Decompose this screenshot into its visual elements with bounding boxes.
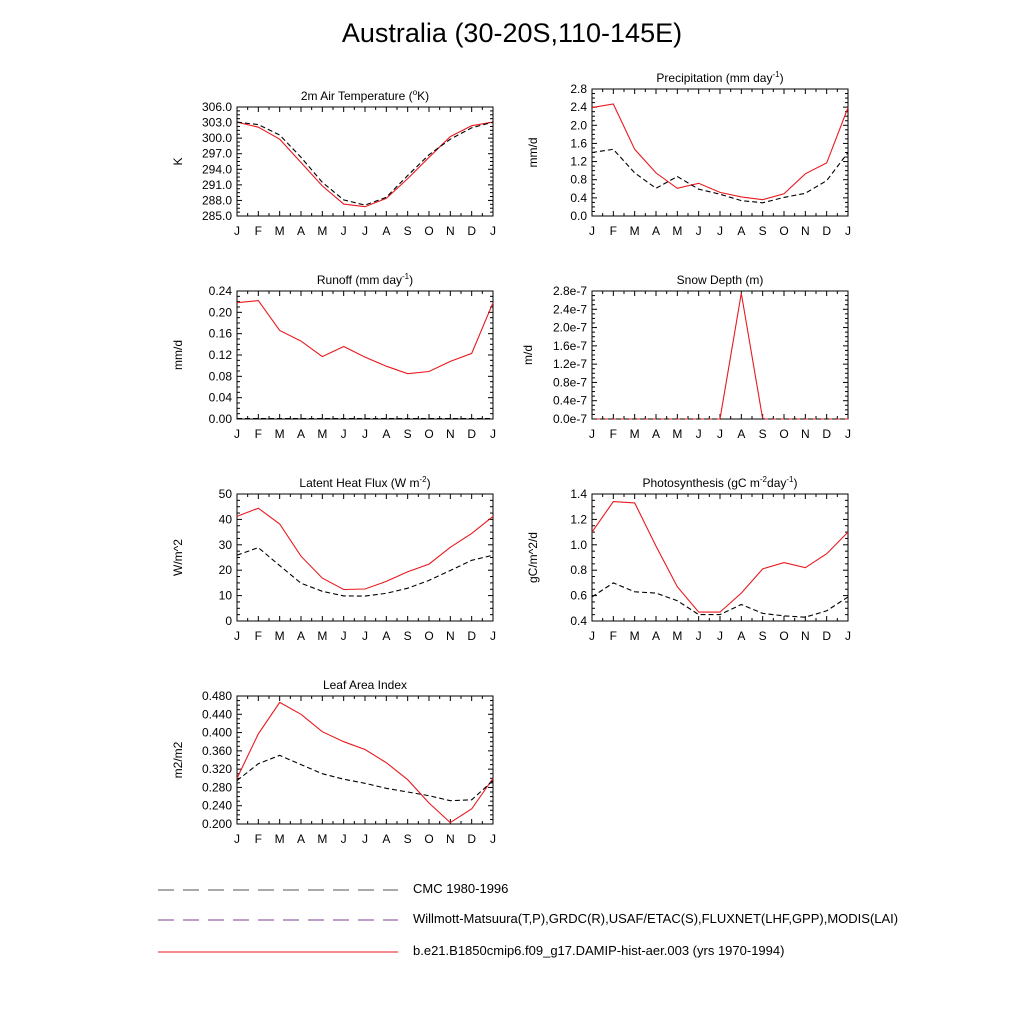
y-tick-label: 0.08 [208, 369, 232, 384]
x-tick-label: A [737, 427, 746, 441]
plot-frame [237, 107, 493, 216]
x-tick-label: F [609, 629, 618, 643]
panel-title-part: Snow Depth (m) [676, 273, 764, 287]
plot-frame [592, 494, 848, 621]
y-axis-label: mm/d [526, 137, 540, 168]
x-tick-label: J [490, 224, 496, 238]
x-tick-label: N [445, 427, 455, 441]
panel-title-part: -1 [786, 475, 794, 484]
model-series-line [237, 122, 493, 207]
x-tick-label: M [672, 224, 683, 238]
panel-title-part: Latent Heat Flux (W m [299, 476, 420, 490]
y-tick-label: 0.4 [570, 190, 587, 205]
y-tick-label: 0.240 [201, 798, 232, 813]
x-tick-label: S [403, 832, 412, 846]
x-tick-label: M [629, 629, 640, 643]
x-tick-label: A [296, 427, 306, 441]
y-axis-label: m2/m2 [171, 741, 185, 779]
y-tick-label: 0.6 [570, 588, 587, 603]
x-tick-label: O [424, 629, 434, 643]
panel-title-part: ) [793, 476, 798, 490]
x-tick-label: A [382, 832, 391, 846]
panel-2 [526, 70, 851, 238]
x-tick-label: M [317, 427, 328, 441]
y-tick-label: 0.0 [570, 209, 587, 223]
y-tick-label: 0.00 [208, 412, 232, 426]
x-tick-label: J [717, 224, 723, 238]
page-title: Australia (30-20S,110-145E) [341, 18, 683, 48]
x-tick-label: F [254, 629, 263, 643]
x-tick-label: A [651, 224, 661, 238]
y-tick-label: 2.4 [570, 100, 587, 115]
y-tick-label: 0.24 [208, 284, 232, 298]
x-tick-label: M [274, 629, 285, 643]
panel-title-part: Runoff (mm day [316, 273, 403, 287]
x-tick-label: F [254, 224, 263, 238]
x-tick-label: J [695, 427, 702, 441]
legend-entry-cmc [158, 879, 858, 901]
x-tick-label: J [490, 832, 496, 846]
observed-series-line [592, 149, 848, 203]
x-tick-label: J [589, 629, 595, 643]
y-tick-label: 0.12 [208, 348, 232, 362]
x-tick-label: J [362, 427, 368, 441]
y-axis-label: mm/d [171, 340, 185, 370]
y-tick-label: 40 [218, 512, 232, 527]
panel-3 [171, 272, 496, 441]
x-tick-label: J [340, 427, 347, 441]
x-tick-label: M [274, 224, 285, 238]
x-tick-label: F [609, 427, 618, 441]
panel-title-part: ) [409, 273, 414, 287]
y-tick-label: 1.4 [570, 487, 587, 501]
y-tick-label: 0.0e-7 [552, 412, 587, 426]
x-tick-label: F [254, 832, 263, 846]
x-tick-label: O [424, 224, 434, 238]
x-tick-label: J [695, 224, 702, 238]
x-tick-label: A [651, 427, 661, 441]
y-tick-label: 50 [218, 487, 232, 501]
x-tick-label: A [737, 629, 746, 643]
y-tick-label: 1.2e-7 [552, 357, 587, 372]
x-tick-label: J [234, 832, 240, 846]
panel-5 [171, 475, 496, 643]
y-axis-label: gC/m^2/d [526, 532, 540, 583]
panel-title [299, 475, 430, 490]
x-tick-label: J [362, 224, 368, 238]
x-tick-label: S [758, 427, 767, 441]
panel-title [301, 88, 429, 103]
legend-entry-observations [158, 909, 978, 931]
x-tick-label: M [672, 427, 683, 441]
panel-7 [171, 678, 496, 846]
legend-label-observations: Willmott-Matsuura(T,P),GRDC(R),USAF/ETAC(S),FLUXNET(LHF,GPP),MODIS(LAI) [413, 911, 899, 926]
x-tick-label: D [467, 224, 477, 238]
x-tick-label: J [234, 427, 240, 441]
plot-frame [237, 494, 493, 621]
plot-frame [592, 89, 848, 216]
x-tick-label: N [800, 629, 810, 643]
panel-title-part: Leaf Area Index [322, 678, 408, 692]
x-tick-label: J [362, 629, 368, 643]
model-series-line [592, 293, 848, 419]
panel-title [677, 273, 764, 287]
panel-title-part: -1 [402, 272, 410, 281]
panel-title-part: Photosynthesis (gC m [642, 476, 760, 490]
x-tick-label: D [467, 629, 477, 643]
x-tick-label: F [254, 427, 263, 441]
x-tick-label: M [317, 629, 328, 643]
x-tick-label: N [445, 629, 455, 643]
x-tick-label: M [317, 832, 328, 846]
y-tick-label: 285.0 [201, 209, 232, 223]
legend-swatch-model [158, 941, 403, 963]
x-tick-label: M [274, 832, 285, 846]
x-tick-label: J [845, 427, 851, 441]
y-tick-label: 2.0e-7 [552, 320, 587, 335]
x-tick-label: J [845, 224, 851, 238]
x-tick-label: S [403, 224, 412, 238]
x-tick-label: A [296, 832, 306, 846]
y-tick-label: 1.2 [570, 512, 587, 527]
x-tick-label: A [382, 224, 391, 238]
y-tick-label: 0.16 [208, 326, 232, 341]
y-tick-label: 291.0 [201, 177, 232, 192]
y-tick-label: 0.320 [201, 762, 232, 777]
y-tick-label: 0.8 [570, 172, 587, 187]
model-series-line [237, 702, 493, 822]
panel-title [643, 475, 798, 490]
x-tick-label: J [490, 629, 496, 643]
y-tick-label: 0.400 [201, 725, 232, 740]
y-tick-label: 0.280 [201, 780, 232, 795]
x-tick-label: J [234, 224, 240, 238]
x-tick-label: O [424, 832, 434, 846]
y-tick-label: 297.0 [201, 146, 232, 161]
y-tick-label: 2.0 [570, 118, 587, 133]
y-tick-label: 0.4 [570, 614, 587, 628]
x-tick-label: J [717, 629, 723, 643]
x-tick-label: D [822, 224, 832, 238]
y-tick-label: 0.200 [201, 817, 232, 831]
x-tick-label: A [382, 427, 391, 441]
panel-1 [171, 88, 496, 238]
y-tick-label: 306.0 [201, 100, 232, 114]
y-tick-label: 0.360 [201, 743, 232, 758]
panel-title-part: K) [417, 89, 430, 103]
y-tick-label: 1.6e-7 [552, 338, 587, 353]
x-tick-label: J [340, 629, 347, 643]
legend-swatch-observations [158, 909, 403, 931]
y-tick-label: 2.4e-7 [552, 302, 587, 317]
x-tick-label: O [779, 427, 789, 441]
x-tick-label: D [822, 427, 832, 441]
y-tick-label: 20 [218, 563, 232, 578]
panel-title [317, 272, 413, 287]
x-tick-label: J [695, 629, 702, 643]
panel-title-part: day [767, 476, 787, 490]
panel-title-part: 2m Air Temperature ( [300, 89, 413, 103]
y-tick-label: 10 [218, 588, 232, 603]
y-axis-label: K [171, 157, 185, 166]
x-tick-label: M [672, 629, 683, 643]
y-tick-label: 0.8 [570, 563, 587, 578]
y-tick-label: 0.4e-7 [552, 393, 587, 408]
x-tick-label: M [629, 224, 640, 238]
y-tick-label: 0.440 [201, 707, 232, 722]
model-series-line [237, 301, 493, 374]
x-tick-label: A [382, 629, 391, 643]
y-tick-label: 2.8e-7 [552, 284, 587, 298]
y-tick-label: 1.6 [570, 136, 587, 151]
x-tick-label: J [490, 427, 496, 441]
x-tick-label: M [629, 427, 640, 441]
x-tick-label: J [589, 224, 595, 238]
x-tick-label: J [234, 629, 240, 643]
x-tick-label: N [800, 224, 810, 238]
plot-frame [237, 696, 493, 824]
x-tick-label: N [445, 224, 455, 238]
y-tick-label: 303.0 [201, 115, 232, 130]
panel-title [323, 678, 407, 692]
x-tick-label: M [274, 427, 285, 441]
x-tick-label: O [779, 629, 789, 643]
x-tick-label: J [362, 832, 368, 846]
x-tick-label: N [800, 427, 810, 441]
panel-title-part: -2 [419, 475, 427, 484]
panel-title-part: ) [779, 71, 784, 85]
x-tick-label: F [609, 224, 618, 238]
legend-label-cmc: CMC 1980-1996 [413, 881, 509, 896]
plot-frame [592, 291, 848, 419]
y-tick-label: 288.0 [201, 193, 232, 208]
x-tick-label: A [651, 629, 661, 643]
legend-swatch-cmc [158, 879, 403, 901]
y-tick-label: 1.2 [570, 154, 587, 169]
panel-4 [521, 273, 851, 441]
x-tick-label: S [403, 629, 412, 643]
panel-title [656, 70, 783, 85]
model-series-line [237, 508, 493, 589]
y-tick-label: 2.8 [570, 82, 587, 96]
x-tick-label: S [758, 629, 767, 643]
x-tick-label: O [424, 427, 434, 441]
y-tick-label: 0 [225, 614, 232, 628]
x-tick-label: J [340, 224, 347, 238]
x-tick-label: J [845, 629, 851, 643]
y-tick-label: 1.0 [570, 537, 587, 552]
y-tick-label: 30 [218, 537, 232, 552]
y-tick-label: 0.480 [201, 689, 232, 703]
y-tick-label: 294.0 [201, 162, 232, 177]
panel-title-part: o [412, 88, 418, 97]
y-axis-label: m/d [521, 344, 535, 366]
panel-title-part: -2 [759, 475, 768, 484]
x-tick-label: M [317, 224, 328, 238]
panel-6 [526, 475, 851, 643]
panel-title-part: ) [426, 476, 431, 490]
x-tick-label: D [822, 629, 832, 643]
x-tick-label: J [717, 427, 723, 441]
plot-frame [237, 291, 493, 419]
x-tick-label: A [296, 629, 306, 643]
y-tick-label: 0.8e-7 [552, 375, 587, 390]
x-tick-label: S [403, 427, 412, 441]
model-series-line [592, 104, 848, 200]
model-series-line [592, 502, 848, 612]
x-tick-label: J [589, 427, 595, 441]
x-tick-label: O [779, 224, 789, 238]
panel-title-part: Precipitation (mm day [656, 71, 773, 85]
x-tick-label: A [737, 224, 746, 238]
x-tick-label: D [467, 832, 477, 846]
observed-series-line [237, 755, 493, 800]
x-tick-label: D [467, 427, 477, 441]
panel-title-part: -1 [772, 70, 780, 79]
y-tick-label: 0.20 [208, 305, 232, 320]
legend-entry-model [158, 941, 858, 963]
x-tick-label: S [758, 224, 767, 238]
x-tick-label: N [445, 832, 455, 846]
y-tick-label: 300.0 [201, 131, 232, 146]
y-tick-label: 0.04 [208, 390, 232, 405]
legend-label-model: b.e21.B1850cmip6.f09_g17.DAMIP-hist-aer.003 (yrs 1970-1994) [413, 943, 785, 958]
x-tick-label: J [340, 832, 347, 846]
x-tick-label: A [296, 224, 306, 238]
y-axis-label: W/m^2 [171, 539, 185, 576]
